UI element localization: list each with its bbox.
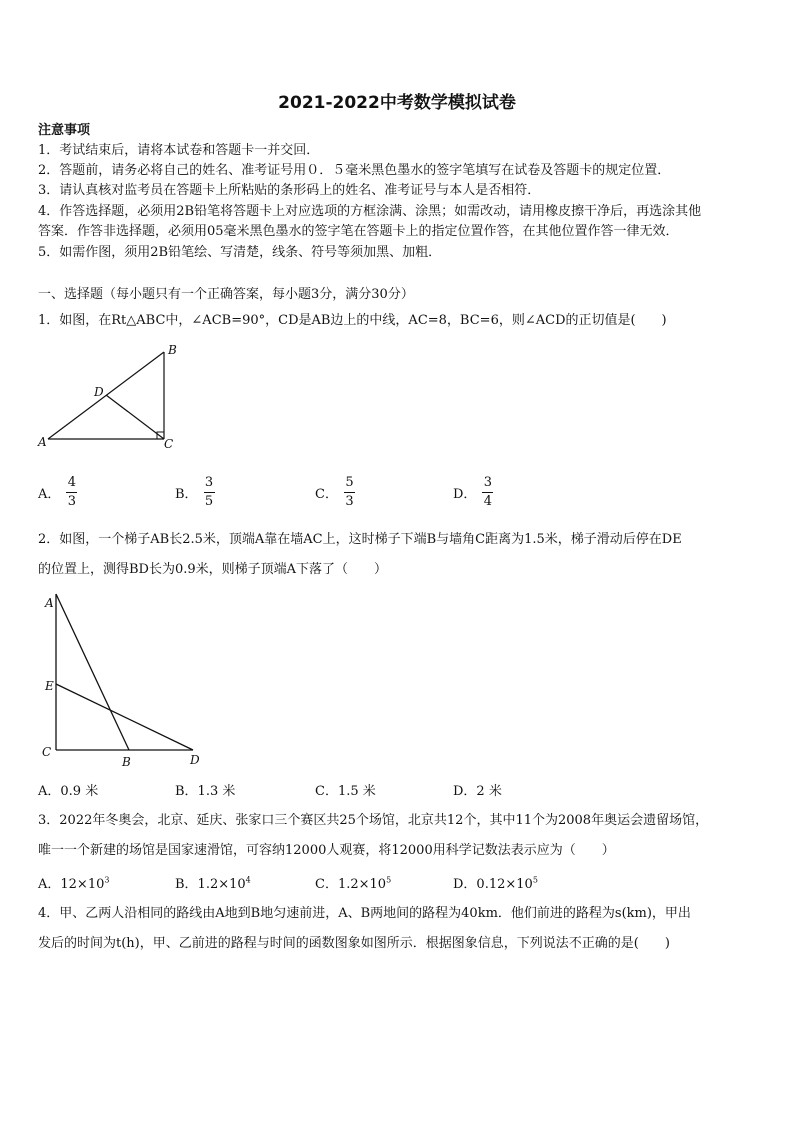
section-heading: 一、选择题（每小题只有一个正确答案，每小题3分，满分30分） (38, 287, 414, 302)
ladder-ab (56, 594, 129, 750)
fraction: $\frac{5}{3}$ (345, 474, 354, 509)
q2-ladder-figure (30, 590, 210, 770)
q2-stem-line-2: 的位置上，测得BD长为0.9米，则梯子顶端A下落了（ ） (38, 562, 388, 577)
notice-item-4: 4．作答选择题，必须用2B铅笔将答题卡上对应选项的方框涂满、涂黑；如需改动，请用橡皮擦干净后，再选涂其他 (38, 204, 702, 219)
notice-item-2: 2．答题前，请务必将自己的姓名、准考证号用０．５毫米黑色墨水的签字笔填写在试卷及答题卡的规定位置． (38, 163, 671, 178)
label-a: A (45, 596, 54, 610)
q2-option-c[interactable]: C．1.5 米 (315, 784, 376, 799)
notice-item-1: 1．考试结束后，请将本试卷和答题卡一并交回． (38, 143, 320, 158)
notice-heading: 注意事项 (38, 123, 91, 138)
notice-item-5: 5．如需作图，须用2B铅笔绘、写清楚，线条、符号等须加黑、加粗． (38, 245, 442, 260)
notice-item-4-cont: 答案．作答非选择题，必须用05毫米黑色墨水的签字笔在答题卡上的指定位置作答，在其他位置作答一律无效． (38, 224, 679, 239)
segment-cd (106, 395, 164, 439)
label-c: C (164, 437, 174, 451)
label-d: D (190, 753, 200, 767)
notice-item-3: 3．请认真核对监考员在答题卡上所粘贴的条形码上的姓名、准考证号与本人是否相符． (38, 183, 541, 198)
fraction: $\frac{4}{3}$ (67, 474, 77, 509)
label-a: A (38, 435, 47, 449)
fraction: $\frac{3}{4}$ (483, 474, 493, 509)
q1-option-d[interactable]: D． $\frac{3}{4}$ (453, 474, 493, 509)
q2-option-b[interactable]: B．1.3 米 (175, 784, 236, 799)
q1-option-b[interactable]: B． $\frac{3}{5}$ (175, 474, 214, 509)
q1-stem: 1．如图，在Rt△ABC中，∠ACB=90°，CD是AB边上的中线，AC=8，BC=6，则∠ACD的正切值是( ) (38, 313, 667, 328)
q3-option-b[interactable]: B．$1.2\times 10^4$ (175, 875, 251, 892)
q3-stem-line-2: 唯一一个新建的场馆是国家速滑馆，可容纳12000人观赛，将12000用科学记数法表示应为（ ） (38, 843, 615, 858)
label-c: C (42, 745, 52, 759)
q1-options (38, 470, 638, 514)
label-b: B (122, 755, 131, 769)
label-d: D (94, 385, 104, 399)
q2-option-a[interactable]: A．0.9 米 (38, 784, 99, 799)
q4-stem-line-2: 发后的时间为t(h)，甲、乙前进的路程与时间的函数图象如图所示．根据图象信息，下列说法不正确的是( ) (38, 936, 670, 951)
q2-option-d[interactable]: D．2 米 (453, 784, 502, 799)
q1-option-a[interactable]: A． $\frac{4}{3}$ (38, 474, 77, 509)
q3-option-a[interactable]: A．$12\times 10^3$ (38, 875, 110, 892)
fraction: $\frac{3}{5}$ (204, 474, 214, 509)
label-e: E (45, 679, 54, 693)
q1-option-c[interactable]: C． $\frac{5}{3}$ (315, 474, 354, 509)
exam-title: 2021-2022中考数学模拟试卷 (278, 93, 516, 113)
q3-stem-line-1: 3．2022年冬奥会，北京、延庆、张家口三个赛区共25个场馆，北京共12个，其中11个为2008年奥运会遗留场馆， (38, 813, 709, 828)
q3-option-d[interactable]: D．$0.12\times 10^5$ (453, 875, 538, 892)
q4-stem-line-1: 4．甲、乙两人沿相同的路线由A地到B地匀速前进，A、B两地间的路程为40km．他们前进的路程为s(km)，甲出 (38, 906, 691, 921)
q2-stem-line-1: 2．如图，一个梯子AB长2.5米，顶端A靠在墙AC上，这时梯子下端B与墙角C距离为1.5米，梯子滑动后停在DE (38, 532, 682, 547)
q3-option-c[interactable]: C．$1.2\times 10^5$ (315, 875, 392, 892)
q1-triangle-figure (30, 338, 190, 458)
label-b: B (168, 343, 177, 357)
